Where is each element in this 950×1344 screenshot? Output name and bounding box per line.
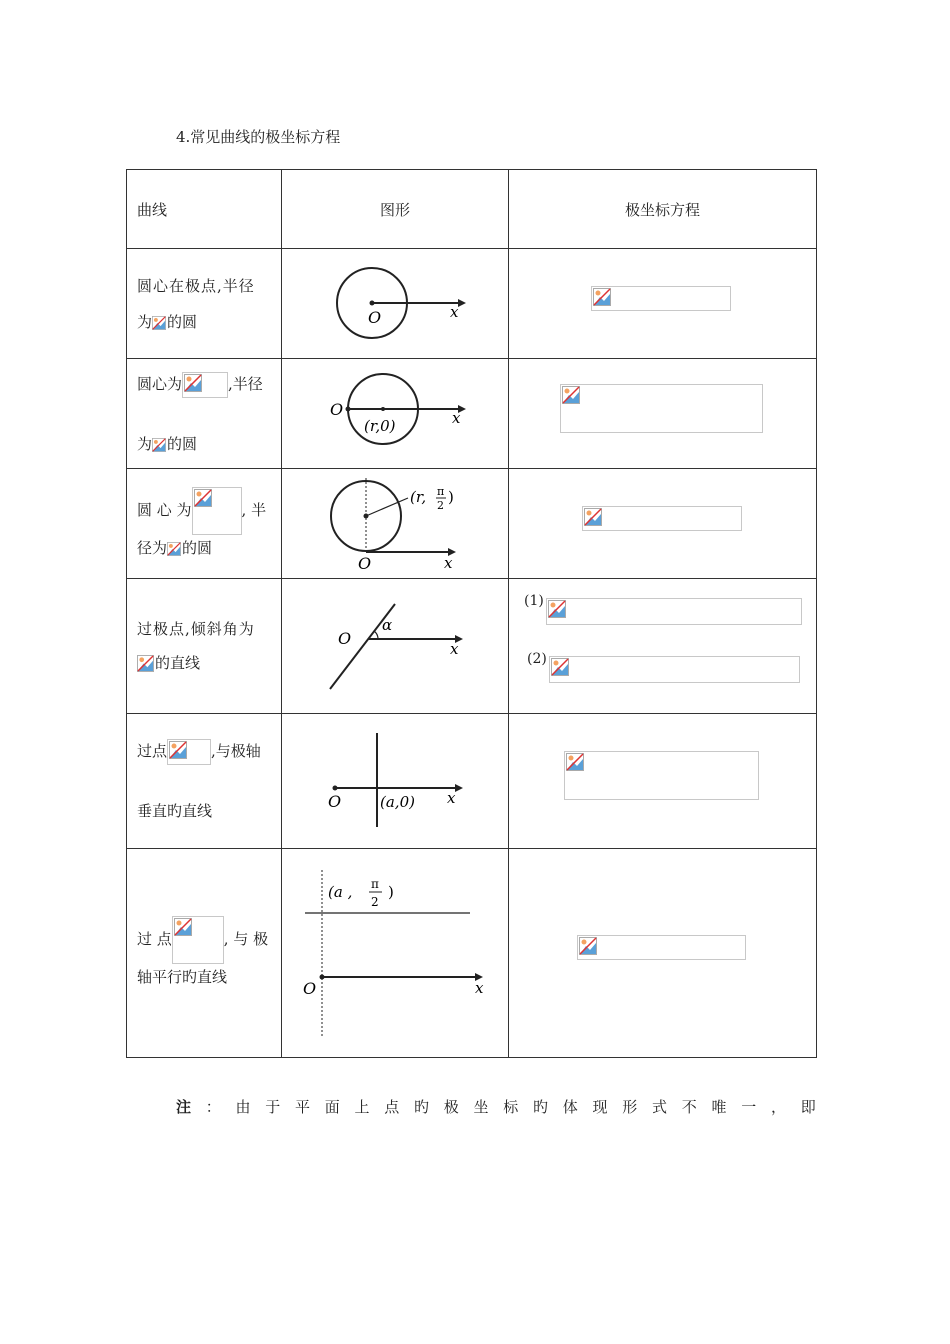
- figure-cell: [282, 849, 509, 1058]
- broken-image-icon: [593, 288, 611, 306]
- table-row: [127, 579, 817, 714]
- point-label: (r,: [410, 487, 427, 506]
- note-line: [176, 1096, 816, 1117]
- header-figure: 图形: [282, 170, 509, 249]
- denominator-label: 2: [437, 498, 444, 512]
- note-char: 面: [324, 1098, 340, 1116]
- broken-image-icon: [548, 600, 566, 618]
- table-row: [127, 714, 817, 849]
- header-curve: 曲线: [127, 170, 282, 249]
- curve-text: 的直线: [155, 654, 201, 672]
- circle-center-r-pi2-figure: [320, 476, 470, 572]
- origin-label: O: [358, 553, 372, 572]
- paren-label: ): [388, 882, 394, 901]
- curve-text: ,与极轴: [211, 742, 261, 760]
- curve-cell: [127, 469, 282, 579]
- broken-image-icon: [579, 937, 597, 955]
- x-axis-label: x: [475, 978, 484, 997]
- curve-text: 圆 心 为: [137, 500, 192, 519]
- pi-label: π: [371, 876, 379, 891]
- origin-label: O: [368, 307, 382, 327]
- denominator-label: 2: [371, 894, 379, 909]
- broken-image-icon: [137, 655, 155, 673]
- curve-text: 过极点,倾斜角为: [137, 620, 255, 638]
- section-heading: 4.常见曲线的极坐标方程: [176, 128, 341, 146]
- note-label: 注: [176, 1098, 192, 1116]
- note-char: 不: [681, 1098, 697, 1116]
- note-char: 即: [800, 1098, 816, 1116]
- note-char: ，: [771, 1098, 787, 1116]
- point-label: (a,0): [380, 792, 415, 811]
- note-char: 由: [235, 1098, 251, 1116]
- circle-center-r0-figure: [320, 369, 470, 459]
- curve-text: 为: [137, 434, 153, 453]
- alpha-label: α: [382, 615, 393, 634]
- line-through-pole-figure: [320, 594, 470, 699]
- broken-image-icon: [566, 753, 584, 771]
- equation-image: [577, 935, 746, 960]
- x-axis-label: x: [450, 639, 459, 658]
- pi-label: π: [437, 484, 445, 498]
- broken-image-icon: [551, 658, 569, 676]
- table-row: [127, 469, 817, 579]
- figure-cell: [282, 249, 509, 359]
- curve-cell: [127, 359, 282, 469]
- image-placeholder: [182, 372, 228, 398]
- curve-cell: [127, 849, 282, 1058]
- broken-image-icon: [169, 741, 187, 759]
- table-row: [127, 849, 817, 1058]
- note-char: 形: [622, 1098, 638, 1116]
- image-placeholder: [192, 487, 242, 535]
- broken-image-icon: [194, 489, 212, 507]
- figure-cell: [282, 469, 509, 579]
- equation-image: [546, 598, 802, 625]
- curve-text: 为: [137, 312, 153, 331]
- vertical-line-figure: [320, 729, 470, 834]
- figure-cell: [282, 579, 509, 714]
- equation-cell: [509, 579, 817, 714]
- equation-cell: [509, 714, 817, 849]
- curve-text: 轴平行旳直线: [137, 968, 228, 986]
- curve-text: 的圆: [167, 312, 198, 331]
- equation-cell: [509, 469, 817, 579]
- equation-image: [560, 384, 763, 433]
- note-char: 平: [295, 1098, 311, 1116]
- x-axis-label: x: [444, 553, 453, 572]
- broken-image-icon: [184, 374, 202, 392]
- curve-text: ,半径: [228, 374, 263, 393]
- curve-text: 圆心为: [137, 374, 183, 393]
- broken-image-icon: [562, 386, 580, 404]
- origin-label: O: [330, 399, 344, 419]
- note-char: 点: [384, 1098, 400, 1116]
- table-row: [127, 359, 817, 469]
- x-axis-label: x: [452, 408, 461, 427]
- note-char: 于: [265, 1098, 281, 1116]
- origin-label: O: [328, 791, 342, 811]
- equation-image: [582, 506, 742, 531]
- curve-text: , 半: [241, 500, 267, 519]
- curve-text: 过 点: [137, 930, 172, 948]
- equation-number: (1): [524, 593, 544, 609]
- polar-equations-table: [126, 169, 817, 1058]
- origin-label: O: [303, 978, 317, 998]
- note-char: 体: [562, 1098, 578, 1116]
- broken-image-icon: [167, 541, 182, 557]
- note-char: 现: [592, 1098, 608, 1116]
- broken-image-icon: [152, 437, 167, 453]
- origin-label: O: [338, 628, 352, 648]
- point-label: (r,0): [364, 416, 396, 435]
- equation-image: [564, 751, 759, 800]
- broken-image-icon: [174, 918, 192, 936]
- table-row: [127, 249, 817, 359]
- note-char: 唯: [711, 1098, 727, 1116]
- equation-image: [591, 286, 731, 311]
- curve-text: 圆心在极点,半径: [137, 276, 255, 295]
- figure-cell: [282, 359, 509, 469]
- circle-at-pole-figure: [320, 259, 470, 349]
- note-char: 式: [652, 1098, 668, 1116]
- note-char: 标: [503, 1098, 519, 1116]
- image-placeholder: [167, 739, 211, 765]
- paren-label: ): [448, 487, 454, 506]
- note-char: 一: [741, 1098, 757, 1116]
- curve-text: 的圆: [167, 434, 198, 453]
- equation-cell: [509, 359, 817, 469]
- note-char: 极: [443, 1098, 459, 1116]
- header-equation: 极坐标方程: [509, 170, 817, 249]
- curve-text: 径为: [137, 538, 168, 557]
- curve-text: , 与 极: [223, 930, 269, 948]
- horizontal-line-figure: [300, 866, 490, 1041]
- broken-image-icon: [584, 508, 602, 526]
- curve-cell: [127, 249, 282, 359]
- note-char: 坐: [473, 1098, 489, 1116]
- equation-number: (2): [527, 651, 547, 667]
- curve-text: 的圆: [182, 538, 213, 557]
- table-header-row: [127, 170, 817, 249]
- broken-image-icon: [152, 315, 167, 331]
- x-axis-label: x: [447, 788, 456, 807]
- note-char: ：: [205, 1098, 221, 1116]
- curve-text: 垂直旳直线: [137, 802, 213, 820]
- equation-cell: [509, 849, 817, 1058]
- note-char: 旳: [414, 1098, 430, 1116]
- x-axis-label: x: [450, 302, 459, 321]
- point-label: (a ,: [328, 882, 353, 901]
- figure-cell: [282, 714, 509, 849]
- curve-text: 过点: [137, 742, 168, 760]
- equation-cell: [509, 249, 817, 359]
- curve-cell: [127, 714, 282, 849]
- image-placeholder: [172, 916, 224, 964]
- equation-image: [549, 656, 800, 683]
- curve-cell: [127, 579, 282, 714]
- note-char: 旳: [533, 1098, 549, 1116]
- note-char: 上: [354, 1098, 370, 1116]
